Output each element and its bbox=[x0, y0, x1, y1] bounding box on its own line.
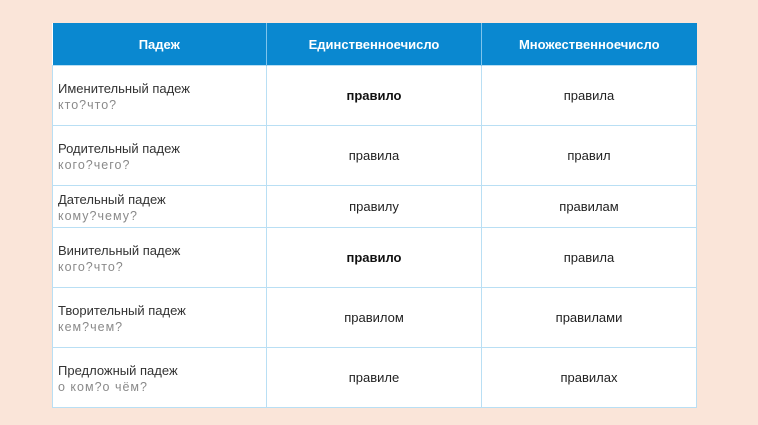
case-question: кем?чем? bbox=[58, 319, 124, 334]
table-row bbox=[53, 348, 697, 408]
header-plural: Множественноечисло bbox=[482, 23, 697, 66]
plural-form: правил bbox=[482, 126, 697, 186]
header-case: Падеж bbox=[53, 23, 267, 66]
table-row bbox=[53, 186, 697, 228]
header-singular: Единственноечисло bbox=[267, 23, 482, 66]
case-name: Родительный падеж bbox=[58, 140, 180, 156]
table-row bbox=[53, 228, 697, 288]
singular-form: правилом bbox=[267, 288, 482, 348]
table-header-row bbox=[53, 23, 697, 66]
case-cell bbox=[53, 126, 267, 186]
case-cell bbox=[53, 66, 267, 126]
declension-table bbox=[52, 23, 697, 408]
table-row bbox=[53, 66, 697, 126]
case-question: кого?что? bbox=[58, 259, 124, 274]
singular-form: правило bbox=[267, 228, 482, 288]
case-cell bbox=[53, 228, 267, 288]
singular-form: правила bbox=[267, 126, 482, 186]
case-name: Именительный падеж bbox=[58, 80, 190, 96]
case-cell bbox=[53, 348, 267, 408]
case-cell bbox=[53, 288, 267, 348]
plural-form: правила bbox=[482, 66, 697, 126]
case-name: Предложный падеж bbox=[58, 362, 178, 378]
table-row bbox=[53, 126, 697, 186]
case-question: о ком?о чём? bbox=[58, 379, 148, 394]
plural-form: правилами bbox=[482, 288, 697, 348]
plural-form: правилах bbox=[482, 348, 697, 408]
singular-form: правиле bbox=[267, 348, 482, 408]
case-name: Творительный падеж bbox=[58, 302, 186, 318]
singular-form: правилу bbox=[267, 186, 482, 228]
case-question: кого?чего? bbox=[58, 157, 131, 172]
plural-form: правила bbox=[482, 228, 697, 288]
case-question: кому?чему? bbox=[58, 208, 138, 223]
singular-form: правило bbox=[267, 66, 482, 126]
plural-form: правилам bbox=[482, 186, 697, 228]
case-question: кто?что? bbox=[58, 97, 118, 112]
table-row bbox=[53, 288, 697, 348]
case-name: Дательный падеж bbox=[58, 191, 166, 207]
case-name: Винительный падеж bbox=[58, 242, 181, 258]
declension-table-container bbox=[52, 23, 696, 408]
case-cell bbox=[53, 186, 267, 228]
